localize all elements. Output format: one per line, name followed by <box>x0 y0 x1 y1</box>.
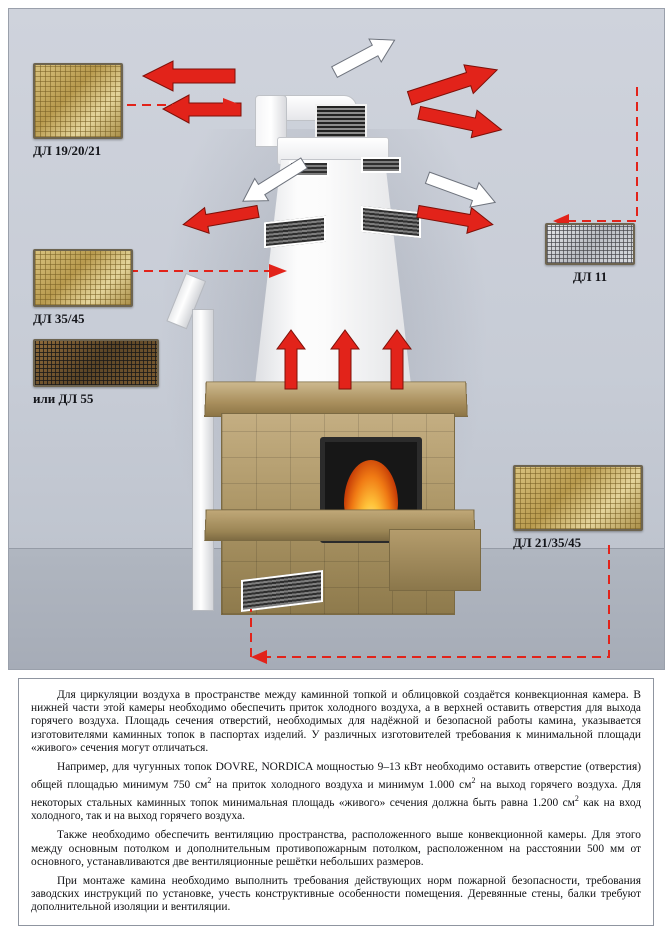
paragraph-4: При монтаже камина необходимо выполнить требования действующих норм пожарной безопасности, требования заводских инструкций по установке, учесть конструктивные особенности помещения. Деревянные стены, балки требуют дополнительной изоляции и вентиляции. <box>31 875 641 914</box>
hot-air-arrow-up-left <box>277 327 305 393</box>
grille-sample-dl-21-35-45[interactable] <box>513 465 643 551</box>
paragraph-1: Для циркуляции воздуха в пространстве между каминной топкой и облицовкой создаётся конвекционная камера. В нижней части этой камеры необходимо обеспечить приток холодного воздуха, а в верхней оставить отверстия для выхода горячего воздуха. Площадь сечения отверстий, необходимых для надёжной и безопасной работы камина, указывается изготовителями каминных топок в паспортах изделий. У различных изготовителей требования к минимальной площади «живого» сечения могут отличаться. <box>31 689 641 754</box>
superscript-3: 2 <box>574 794 579 804</box>
grille-label-dl-19-20-21: ДЛ 19/20/21 <box>33 143 102 158</box>
paragraph-2-part-b: на приток холодного воздуха и минимум 1.000 см <box>211 779 472 792</box>
side-bench <box>389 529 481 591</box>
hot-air-arrow-upper-left <box>159 95 245 127</box>
superscript-1: 2 <box>207 776 212 786</box>
grille-label-dl-11: ДЛ 11 <box>572 269 608 284</box>
grille-sample-dl-11[interactable] <box>545 223 635 285</box>
description-panel <box>18 678 654 926</box>
grille-image-dl-11 <box>545 223 635 265</box>
air-duct-vertical <box>192 309 214 611</box>
grille-image-dl-21-35-45 <box>513 465 643 531</box>
paragraph-2-part-c: на выход горячего воздуха. Для некоторых стальных каминных топок минимальная площадь «живого» сечения должна быть равна 1.200 см <box>31 779 641 810</box>
paragraph-2-part-a: Например, для чугунных топок DOVRE, NORDICA мощностью 9–13 кВт необходимо оставить отверстие (отверстия) общей площадью минимум 750 см <box>31 761 641 792</box>
hot-air-arrow-top-left <box>139 61 239 95</box>
paragraph-2-part-d: как на вход холодного, так и на выход горячего воздуха. <box>31 797 641 823</box>
cold-air-arrow-top <box>325 27 405 87</box>
paragraph-2 <box>31 761 641 823</box>
grille-image-dl-35-45 <box>33 249 133 307</box>
hot-air-arrow-up-center <box>331 327 359 393</box>
grille-sample-dl-19-20-21[interactable] <box>33 63 123 159</box>
grille-sample-dl-55[interactable] <box>33 339 159 407</box>
grille-image-dl-19-20-21 <box>33 63 123 139</box>
vent-opening-top-right <box>361 157 401 173</box>
grille-label-dl-21-35-45: ДЛ 21/35/45 <box>513 535 582 550</box>
grille-image-dl-55 <box>33 339 159 387</box>
paragraph-3: Также необходимо обеспечить вентиляцию пространства, расположенного выше конвекционной камеры. Для этого между основным потолком и дополнительным противопожарным потолком, расположенном на расстоянии 500 мм от основного, устанавливаются две вентиляционные решётки небольших размеров. <box>31 829 641 868</box>
grille-label-dl-55: или ДЛ 55 <box>33 391 94 406</box>
fireplace-diagram <box>8 8 665 670</box>
superscript-2: 2 <box>471 776 476 786</box>
hot-air-arrow-up-right <box>383 327 411 393</box>
grille-label-dl-35-45: ДЛ 35/45 <box>33 311 85 326</box>
grille-sample-dl-35-45[interactable] <box>33 249 133 327</box>
